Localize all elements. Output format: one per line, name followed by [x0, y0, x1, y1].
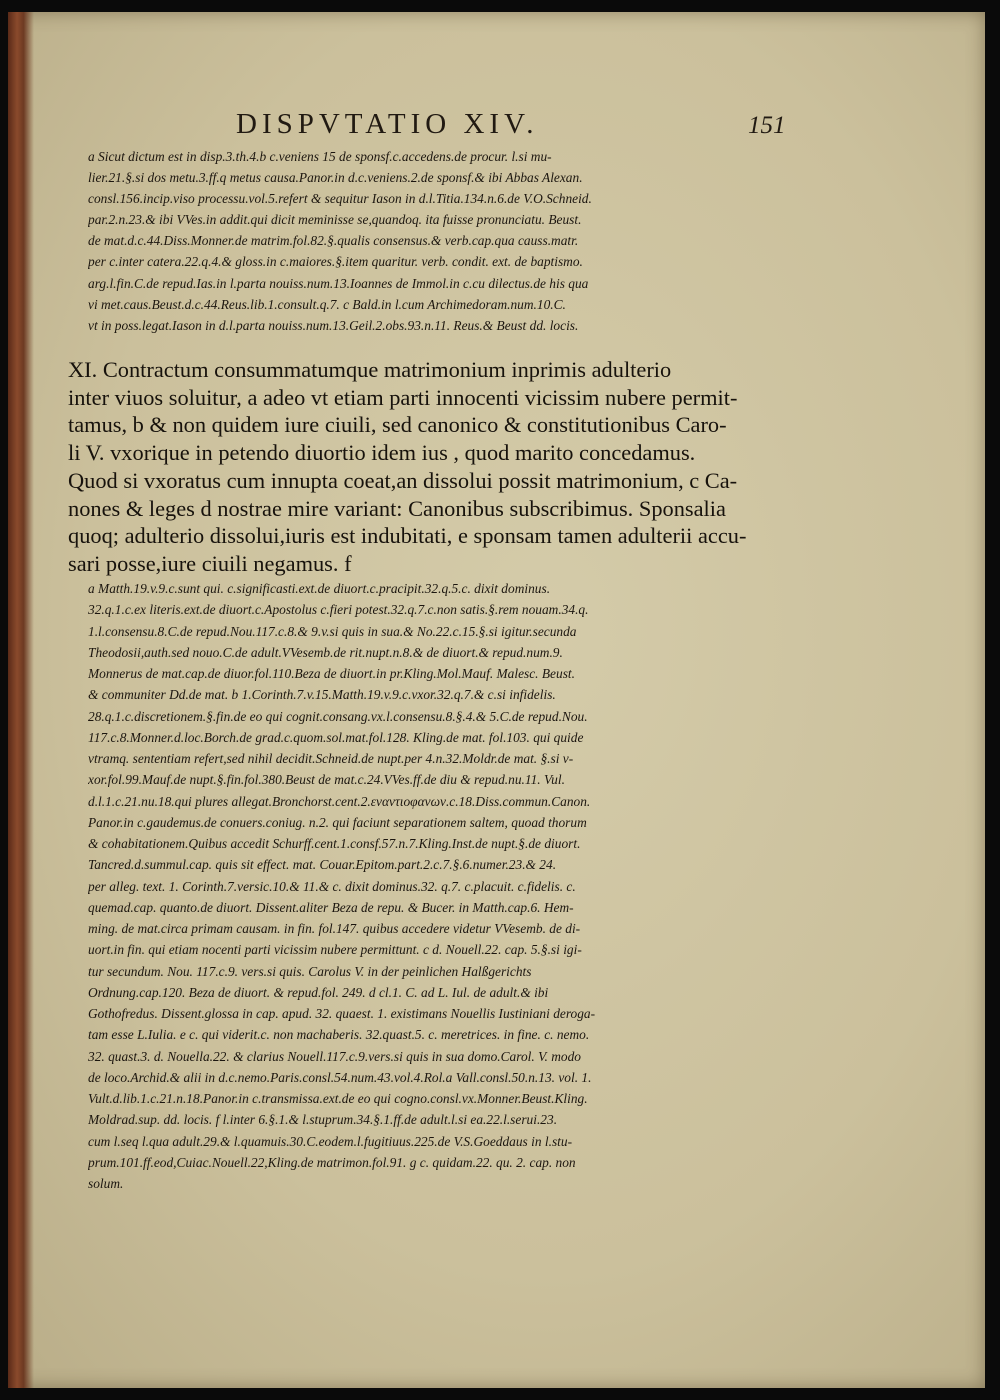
note-line: de mat.d.c.44.Diss.Monner.de matrim.fol.82.§.qualis consensus.& verb.cap.qua causs.matr.: [88, 233, 579, 249]
note-line: prum.101.ff.eod,Cuiac.Nouell.22,Kling.de matrimon.fol.91. g c. quidam.22. qu. 2. cap. non: [88, 1154, 576, 1170]
note-line: tur secundum. Nou. 117.c.9. vers.si quis. Carolus V. in der peinlichen Halßgerichts: [88, 963, 532, 979]
note-line: Gothofredus. Dissent.glossa in cap. apud. 32. quaest. 1. existimans Nouellis Iustiniani deroga-: [88, 1006, 596, 1021]
note-line: Panor.in c.gaudemus.de conuers.coniug. n.2. qui faciunt separationem saltem, quoad thorum: [88, 814, 587, 830]
note-line: d.l.1.c.21.nu.18.qui plures allegat.Bronchorst.cent.2.εναντιοφανων.c.18.Diss.commun.Canon.: [88, 793, 591, 809]
note-line: & cohabitationem.Quibus accedit Schurff.cent.1.consf.57.n.7.Kling.Inst.de nupt.§.de diuort.: [88, 836, 581, 851]
note-line: 28.q.1.c.discretionem.§.fin.de eo qui cognit.consang.vx.l.consensu.8.§.4.& 5.C.de repud.Nou.: [88, 708, 588, 724]
note-line: Tancred.d.summul.cap. quis sit effect. mat. Couar.Epitom.part.2.c.7.§.6.numer.23.& 24.: [88, 857, 557, 873]
note-line: 32.q.1.c.ex literis.ext.de diuort.c.Apostolus c.fieri potest.32.q.7.c.non satis.§.rem nouam.34.q.: [88, 602, 589, 618]
note-line: tam esse L.Iulia. e c. qui viderit.c. non machaberis. 32.quast.5. c. meretrices. in fine. c. nemo.: [88, 1027, 590, 1043]
note-line: a Matth.19.v.9.c.sunt qui. c.significasti.ext.de diuort.c.pracipit.32.q.5.c. dixit dominus.: [88, 581, 551, 596]
note-line: ming. de mat.circa primam causam. in fin. fol.147. quibus accedere videtur VVesemb. de di-: [88, 921, 581, 936]
body-line: sari posse,iure ciuili negamus. f: [68, 550, 352, 576]
note-line: Vult.d.lib.1.c.21.n.18.Panor.in c.transmissa.ext.de eo qui cogno.consl.vx.Monner.Beust.Kling.: [88, 1091, 588, 1106]
note-line: consl.156.incip.viso processu.vol.5.refert & sequitur Iason in d.l.Titia.134.n.6.de V.O.Schneid.: [88, 191, 592, 207]
note-line: 32. quast.3. d. Nouella.22. & clarius Nouell.117.c.9.vers.si quis in sua domo.Carol. V. modo: [88, 1048, 581, 1064]
note-line: Ordnung.cap.120. Beza de diuort. & repud.fol. 249. d cl.1. C. ad L. Iul. de adult.& ibi: [88, 984, 549, 1000]
book-page: [8, 12, 985, 1388]
note-line: uort.in fin. qui etiam nocenti parti vicissim nubere permittunt. c d. Nouell.22. cap. 5.§.si igi-: [88, 942, 582, 958]
note-line: 117.c.8.Monner.d.loc.Borch.de grad.c.quom.sol.mat.fol.128. Kling.de mat. fol.103. qui quide: [88, 729, 584, 745]
note-line: vt in poss.legat.Iason in d.l.parta nouiss.num.13.Geil.2.obs.93.n.11. Reus.& Beust dd. locis.: [88, 317, 579, 333]
note-line: & communiter Dd.de mat. b 1.Corinth.7.v.15.Matth.19.v.9.c.vxor.32.q.7.& c.si infidelis.: [88, 687, 556, 703]
note-line: solum.: [88, 1176, 124, 1191]
running-head: [8, 108, 985, 148]
note-line: Monnerus de mat.cap.de diuor.fol.110.Beza de diuort.in pr.Kling.Mol.Mauf. Malesc. Beust.: [88, 666, 575, 681]
body-line: tamus, b & non quidem iure ciuili, sed canonico & constitutionibus Caro-: [68, 412, 727, 438]
body-line: Quod si vxoratus cum innupta coeat,an dissolui possit matrimonium, c Ca-: [68, 467, 738, 493]
footnotes-thesis-xi: [88, 578, 776, 1194]
book-binding-edge: [8, 12, 34, 1388]
note-line: arg.l.fin.C.de repud.Ias.in l.parta nouiss.num.13.Ioannes de Immol.in c.cu dilectus.de his qua: [88, 275, 589, 291]
note-line: Moldrad.sup. dd. locis. f l.inter 6.§.1.& l.stuprum.34.§.1.ff.de adult.l.si ea.22.l.serui.23.: [88, 1112, 558, 1128]
note-line: vtramq. sententiam refert,sed nihil decidit.Schneid.de nupt.per 4.n.32.Moldr.de mat. §.si v-: [88, 751, 574, 766]
note-line: de loco.Archid.& alii in d.c.nemo.Paris.consl.54.num.43.vol.4.Rol.a Vall.consl.50.n.13. vol. 1.: [88, 1069, 592, 1085]
note-line: a Sicut dictum est in disp.3.th.4.b c.veniens 15 de sponsf.c.accedens.de procur. l.si mu-: [88, 149, 552, 164]
page-number: 151: [748, 112, 786, 139]
note-line: per c.inter catera.22.q.4.& gloss.in c.maiores.§.item quaritur. verb. condit. ext. de baptismo.: [88, 254, 583, 270]
body-line: quoq; adulterio dissolui,iuris est indubitati, e sponsam tamen adulterii accu-: [68, 523, 747, 549]
body-line: XI. Contractum consummatumque matrimonium inprimis adulterio: [68, 357, 672, 382]
body-line: li V. vxorique in petendo diuortio idem ius , quod marito concedamus.: [68, 440, 696, 466]
note-line: per alleg. text. 1. Corinth.7.versic.10.& 11.& c. dixit dominus.32. q.7. c.placuit. c.fidelis. c.: [88, 878, 576, 894]
note-line: lier.21.§.si dos metu.3.ff.q metus causa.Panor.in d.c.veniens.2.de sponsf.& ibi Abbas Alexan.: [88, 170, 583, 186]
note-line: cum l.seq l.qua adult.29.& l.quamuis.30.C.eodem.l.fugitiuus.225.de V.S.Goeddaus in l.stu-: [88, 1133, 573, 1149]
note-line: Theodosii,auth.sed nouo.C.de adult.VVesemb.de rit.nupt.n.8.& de diuort.& repud.num.9.: [88, 644, 563, 660]
note-line: xor.fol.99.Mauf.de nupt.§.fin.fol.380.Beust de mat.c.24.VVes.ff.de diu & repud.nu.11. Vul.: [88, 772, 565, 788]
thesis-xi-body: [68, 356, 780, 578]
running-title: DISPVTATIO XIV.: [236, 108, 539, 140]
note-line: par.2.n.23.& ibi VVes.in addit.qui dicit meminisse se,quandoq. ita fuisse pronunciatu. Beust.: [88, 212, 582, 228]
note-line: vi met.caus.Beust.d.c.44.Reus.lib.1.consult.q.7. c Bald.in l.cum Archimedoram.num.10.C.: [88, 296, 566, 312]
note-line: 1.l.consensu.8.C.de repud.Nou.117.c.8.& 9.v.si quis in sua.& No.22.c.15.§.si igitur.secunda: [88, 623, 577, 639]
note-line: quemad.cap. quanto.de diuort. Dissent.aliter Beza de repu. & Bucer. in Matth.cap.6. Hem-: [88, 899, 574, 915]
body-line: nones & leges d nostrae mire variant: Canonibus subscribimus. Sponsalia: [68, 495, 726, 521]
footnotes-previous-section: [88, 146, 776, 336]
body-line: inter viuos soluitur, a adeo vt etiam parti innocenti vicissim nubere permit-: [68, 384, 738, 410]
